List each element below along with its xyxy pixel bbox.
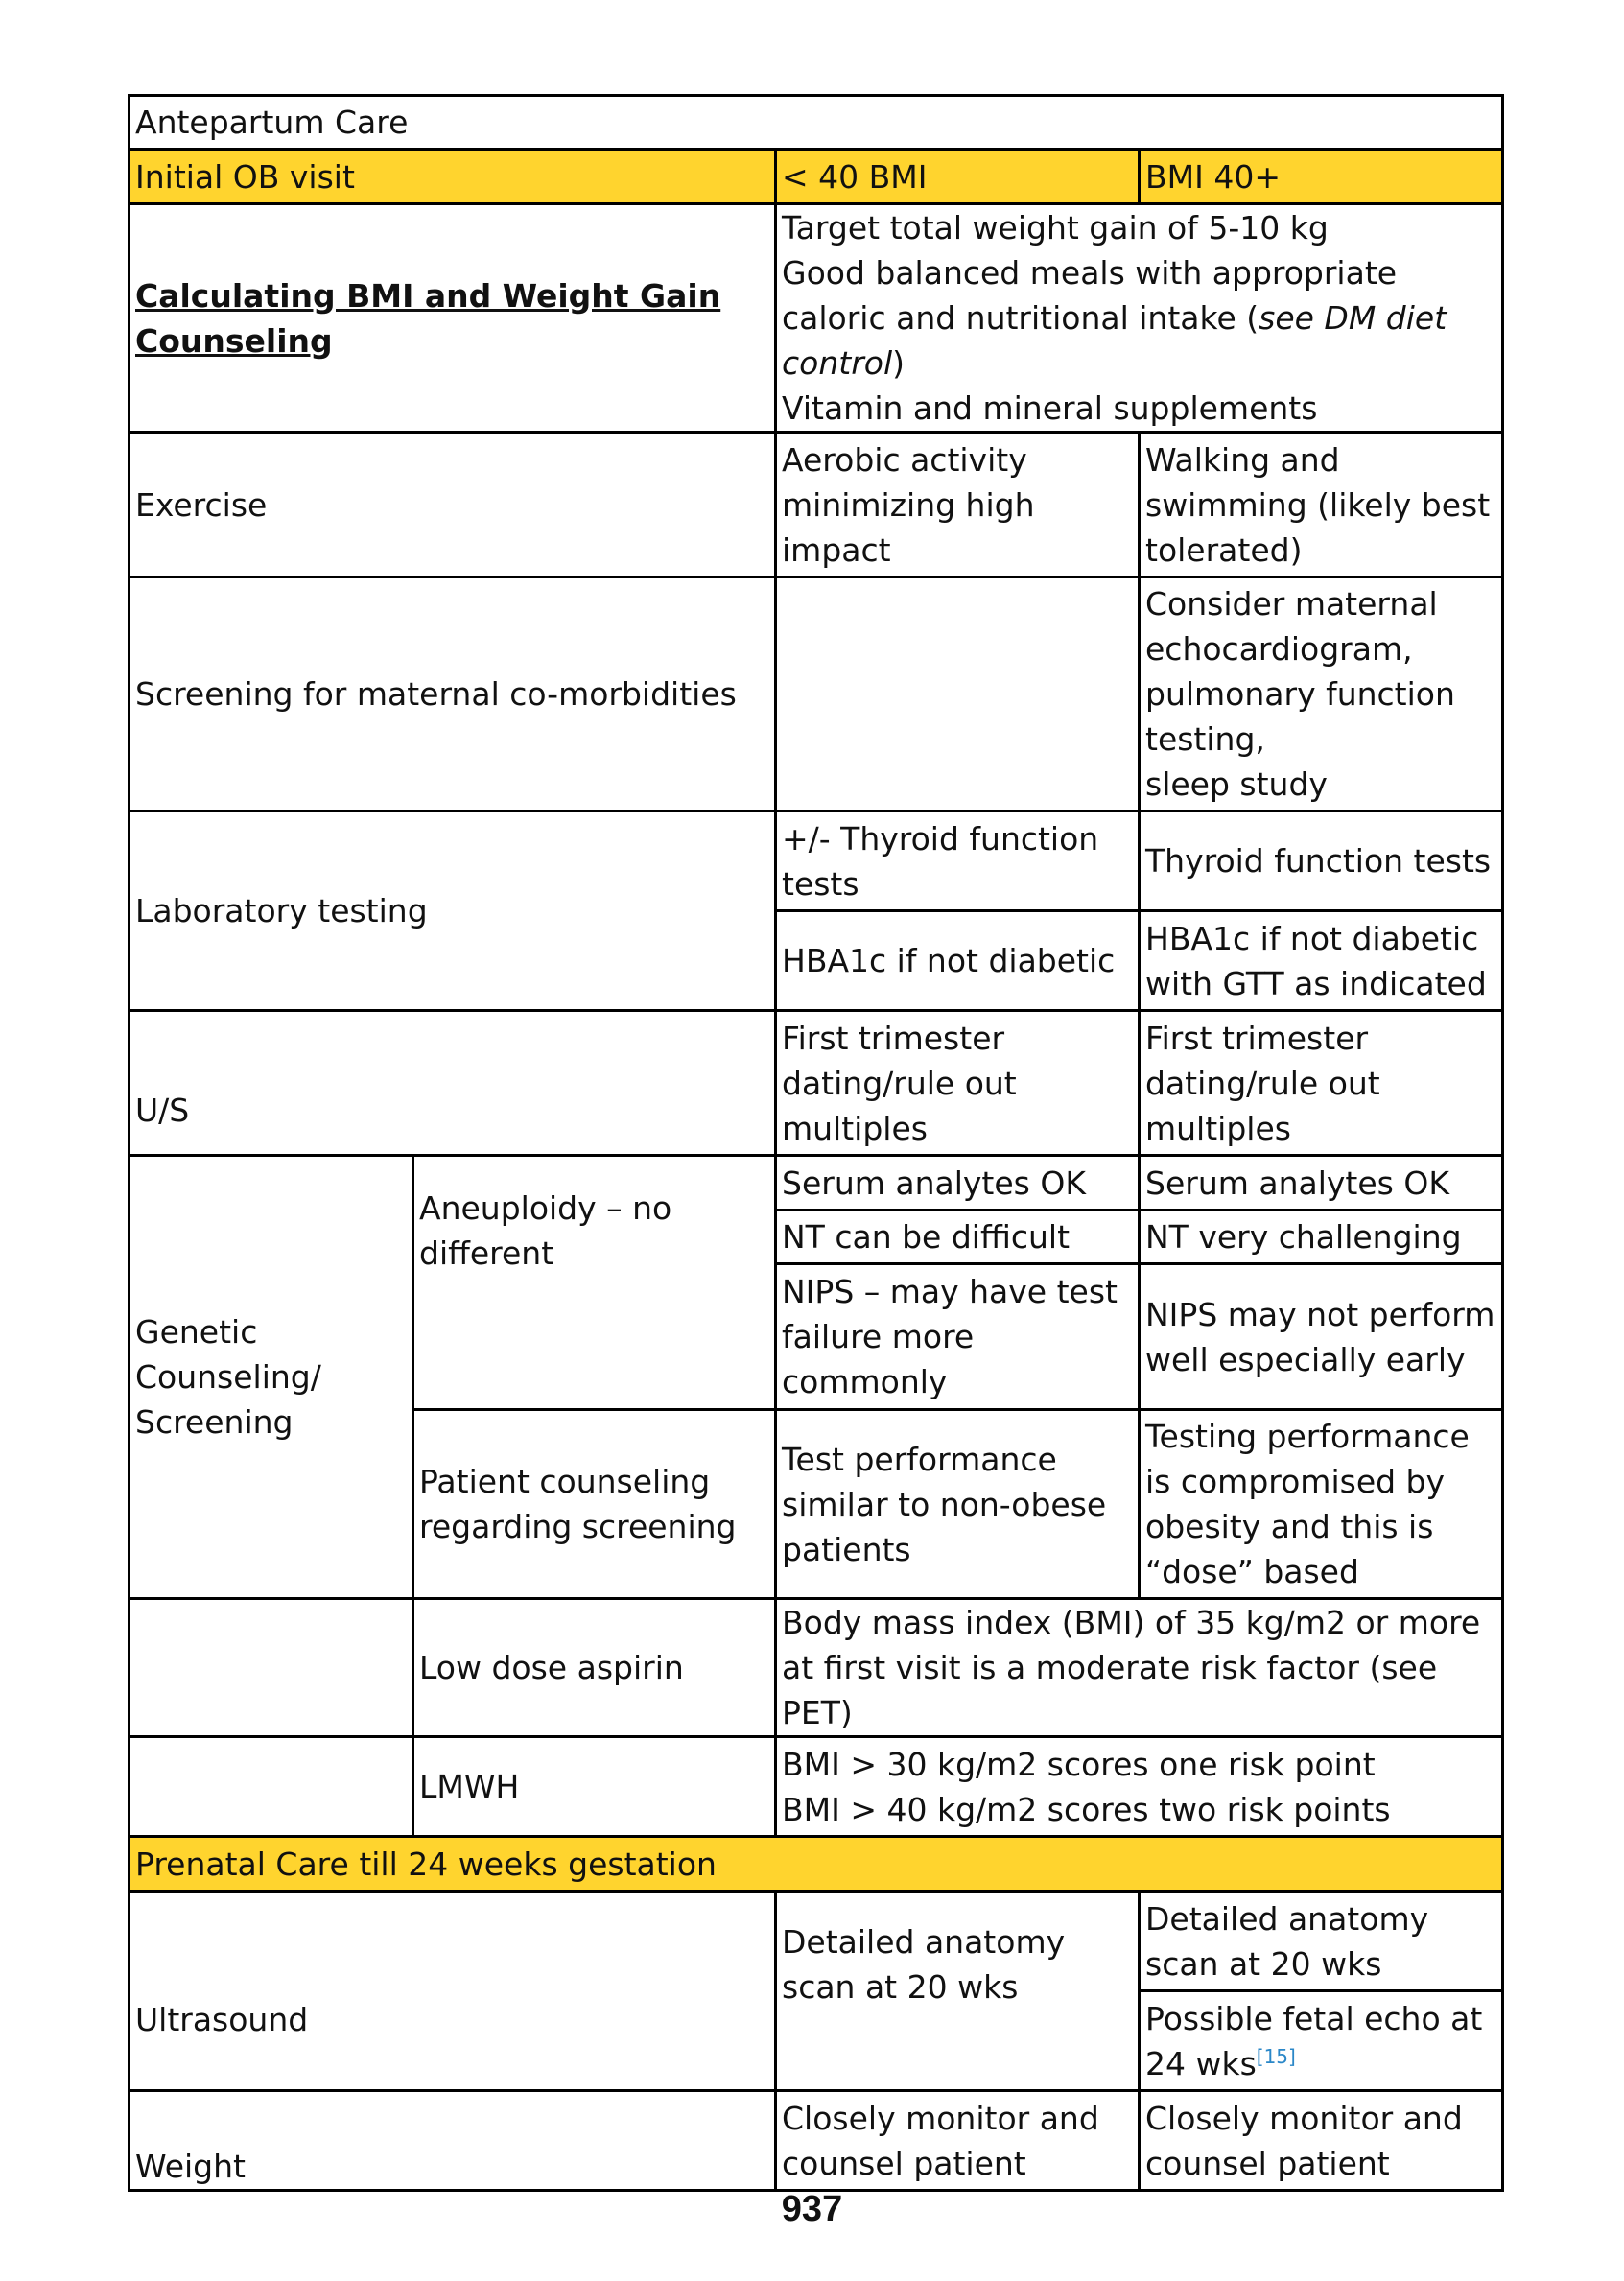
genetic-r1-40plus: Serum analytes OK (1140, 1156, 1503, 1211)
column-header-40plus: BMI 40+ (1140, 150, 1503, 204)
row-label-aspirin: Low dose aspirin (413, 1599, 776, 1737)
section-initial-ob-visit: Initial OB visit (129, 150, 776, 204)
bmi-counseling-label: Calculating BMI and Weight Gain Counseling (135, 276, 721, 360)
bmi-line-1: Target total weight gain of 5-10 kg (782, 209, 1329, 247)
ultrasound-lt40: Detailed anatomy scan at 20 wks (776, 1892, 1140, 2091)
genetic-r3-lt40: NIPS – may have test failure more commonly (776, 1264, 1140, 1410)
reference-15-link[interactable]: [15] (1256, 2044, 1296, 2068)
bmi-counseling-content (776, 204, 1503, 433)
dm-diet-reference: see DM diet control (782, 299, 1447, 382)
table-row (129, 1737, 1503, 1837)
page-number: 937 (781, 2189, 843, 2229)
section-header-row (129, 150, 1503, 204)
genetic-r2-40plus: NT very challenging (1140, 1211, 1503, 1264)
lab-r1-40plus: Thyroid function tests (1140, 811, 1503, 911)
aneuploidy-label: Aneuploidy – no different (413, 1156, 776, 1410)
row-label-exercise: Exercise (129, 433, 776, 577)
bmi-line-3: Vitamin and mineral supplements (782, 389, 1318, 427)
bmi-line-2c: ) (892, 344, 905, 382)
row-label-ultrasound: Ultrasound (129, 1892, 776, 2091)
patient-counseling-lt40: Test performance similar to non-obese patients (776, 1410, 1140, 1599)
genetic-r3-40plus: NIPS may not perform well especially early (1140, 1264, 1503, 1410)
row-label-us: U/S (129, 1011, 776, 1156)
table-title: Antepartum Care (129, 96, 1503, 150)
table-row (129, 204, 1503, 433)
weight-40plus: Closely monitor and counsel patient (1140, 2091, 1503, 2191)
lab-r2-40plus: HBA1c if not diabetic with GTT as indicated (1140, 911, 1503, 1011)
antepartum-care-table (128, 94, 1504, 2192)
screening-lt40 (776, 577, 1140, 811)
table-row (129, 1892, 1503, 1991)
ultrasound-40plus-b: Possible fetal echo at 24 wks (1145, 1999, 1483, 2082)
table-row (129, 1156, 1503, 1211)
ultrasound-40plus-a: Detailed anatomy scan at 20 wks (1140, 1892, 1503, 1991)
aspirin-empty-cell (129, 1599, 413, 1737)
table-row (129, 1011, 1503, 1156)
screening-40plus (1140, 577, 1503, 811)
row-label-genetic: Genetic Counseling/ Screening (129, 1156, 413, 1599)
genetic-r1-lt40: Serum analytes OK (776, 1156, 1140, 1211)
screening-40plus-a: Consider maternal echocardiogram, pulmonary function testing, (1145, 585, 1455, 758)
bmi-line-2a: Good balanced meals with appropriate caloric and nutritional intake ( (782, 254, 1398, 337)
aspirin-content: Body mass index (BMI) of 35 kg/m2 or more at first visit is a moderate risk factor (see PET) (776, 1599, 1503, 1737)
title-row (129, 96, 1503, 150)
us-40plus: First trimester dating/rule out multiples (1140, 1011, 1503, 1156)
genetic-r2-lt40: NT can be difficult (776, 1211, 1140, 1264)
patient-counseling-40plus: Testing performance is compromised by obesity and this is “dose” based (1140, 1410, 1503, 1599)
row-label-bmi-counseling (129, 204, 776, 433)
row-label-weight: Weight (129, 2091, 776, 2191)
row-label-laboratory: Laboratory testing (129, 811, 776, 1011)
table-row (129, 577, 1503, 811)
row-label-lmwh: LMWH (413, 1737, 776, 1837)
lmwh-line-1: BMI > 30 kg/m2 scores one risk point (782, 1745, 1376, 1783)
section-prenatal-care: Prenatal Care till 24 weeks gestation (129, 1837, 1503, 1892)
table-row (129, 1599, 1503, 1737)
ultrasound-40plus-b-cell (1140, 1991, 1503, 2091)
us-lt40: First trimester dating/rule out multiples (776, 1011, 1140, 1156)
section-header-row (129, 1837, 1503, 1892)
lmwh-empty-cell (129, 1737, 413, 1837)
column-header-lt40: < 40 BMI (776, 150, 1140, 204)
table-row (129, 811, 1503, 911)
row-label-screening-comorbidities: Screening for maternal co-morbidities (129, 577, 776, 811)
lab-r1-lt40: +/- Thyroid function tests (776, 811, 1140, 911)
exercise-lt40: Aerobic activity minimizing high impact (776, 433, 1140, 577)
patient-counseling-label: Patient counseling regarding screening (413, 1410, 776, 1599)
screening-40plus-b: sleep study (1145, 765, 1328, 803)
lab-r2-lt40: HBA1c if not diabetic (776, 911, 1140, 1011)
table-row (129, 2091, 1503, 2191)
weight-lt40: Closely monitor and counsel patient (776, 2091, 1140, 2191)
table-row (129, 433, 1503, 577)
exercise-40plus: Walking and swimming (likely best tolerated) (1140, 433, 1503, 577)
lmwh-line-2: BMI > 40 kg/m2 scores two risk points (782, 1790, 1391, 1828)
lmwh-content (776, 1737, 1503, 1837)
